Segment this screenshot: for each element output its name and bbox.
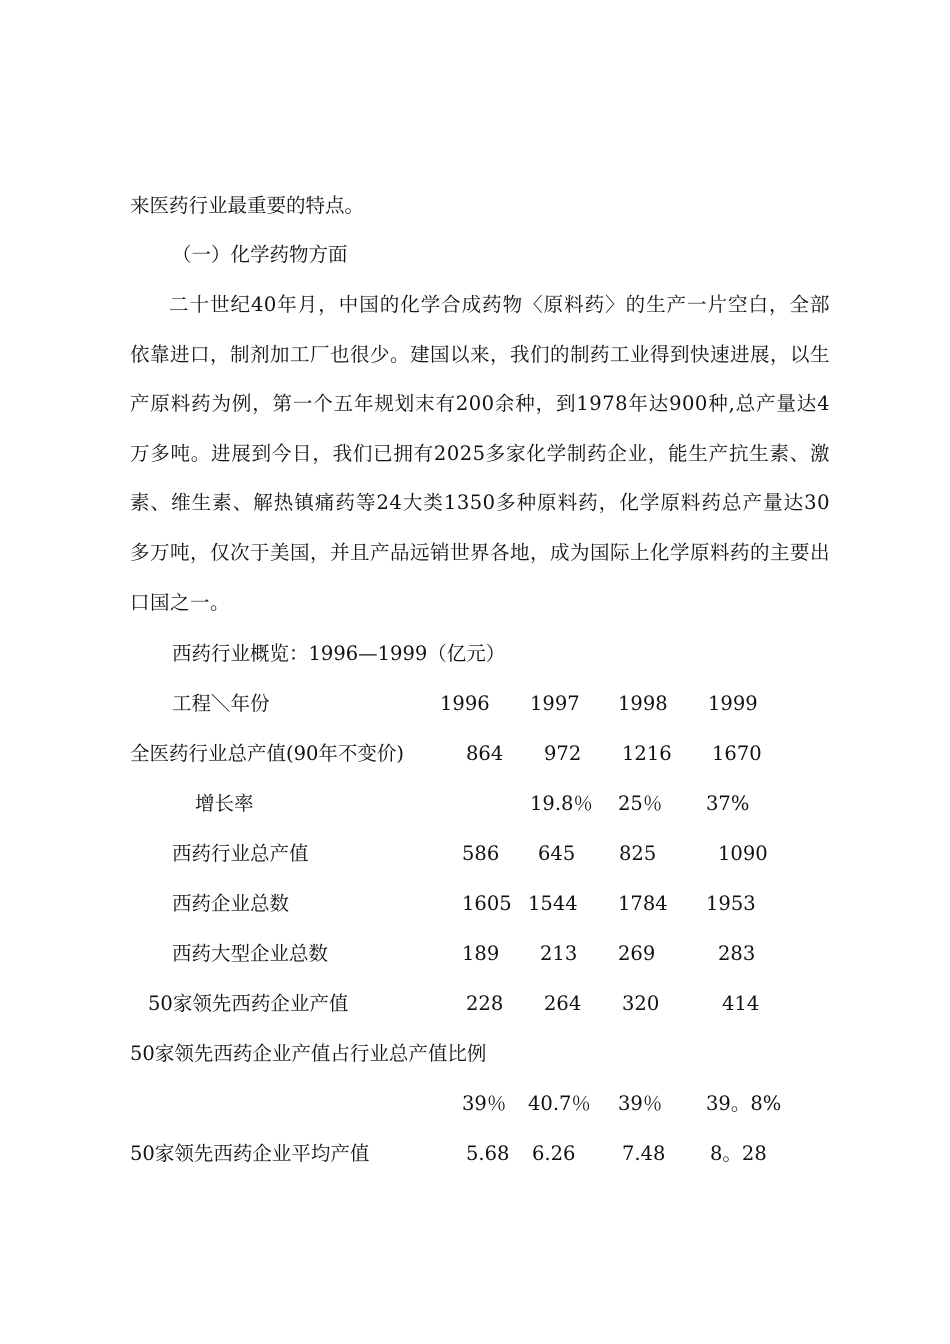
table-cell: 864 [466,742,504,765]
row-label: 50家领先西药企业产值 [148,992,349,1015]
table-cell: 25％ [618,792,663,815]
body-paragraph: 二十世纪40年月，中国的化学合成药物〈原料药〉的生产一片空白，全部依靠进口，制剂加工厂也很少。建国以来，我们的制药工业得到快速进展，以生产原料药为例，第一个五年规划末有200余种，到1978年达900种,总产量达4万多吨。进展到今日，我们已拥有2025多家化学制药企业，能生产抗生素、激素、维生素、解热镇痛药等24大类1350多种原料药，化学原料药总产量达30多万吨，仅次于美国，并且产品远销世界各地，成为国际上化学原料药的主要出口国之一。 [130,293,831,614]
table-cell: 264 [544,992,582,1015]
table-cell: 7.48 [622,1142,666,1165]
table-cell: 645 [538,842,576,865]
table-cell: 213 [540,942,578,965]
table-cell: 1605 [462,892,512,915]
table-cell: 189 [462,942,500,965]
year-header: 1998 [618,692,668,715]
row-label: 西药企业总数 [172,892,290,915]
year-header: 1999 [708,692,758,715]
section-heading: （一）化学药物方面 [172,243,348,266]
table-cell: 8。28 [710,1142,767,1165]
table-cell: 40.7％ [528,1092,591,1115]
table-cell: 37% [706,792,750,815]
table-cell: 320 [622,992,660,1015]
row-label: 西药行业总产值 [172,842,309,865]
table-cell: 825 [619,842,657,865]
row-label: 西药大型企业总数 [172,942,329,965]
table-cell: 1544 [528,892,578,915]
table-cell: 228 [466,992,504,1015]
row-label: 50家领先西药企业平均产值 [130,1142,370,1165]
table-cell: 1216 [622,742,672,765]
table-title: 西药行业概览：1996—1999（亿元） [172,642,506,665]
table-cell: 283 [718,942,756,965]
table-cell: 39％ [618,1092,663,1115]
table-cell: 1784 [618,892,668,915]
row-label: 增长率 [195,792,254,815]
table-cell: 972 [544,742,582,765]
table-cell: 269 [618,942,656,965]
intro-tail-text: 来医药行业最重要的特点。 [130,194,365,217]
table-cell: 19.8％ [530,792,593,815]
table-cell: 414 [722,992,760,1015]
table-cell: 1090 [718,842,768,865]
row-label: 50家领先西药企业产值占行业总产值比例 [130,1042,487,1065]
row-label: 全医药行业总产值(90年不变价) [130,742,405,765]
table-cell: 39。8% [706,1092,782,1115]
table-cell: 1670 [712,742,762,765]
table-cell: 39％ [462,1092,507,1115]
table-cell: 586 [462,842,500,865]
table-cell: 1953 [706,892,756,915]
year-header: 1996 [440,692,490,715]
table-cell: 6.26 [532,1142,576,1165]
table-cell: 5.68 [466,1142,510,1165]
table-header-label: 工程＼年份 [172,692,270,715]
year-header: 1997 [530,692,580,715]
